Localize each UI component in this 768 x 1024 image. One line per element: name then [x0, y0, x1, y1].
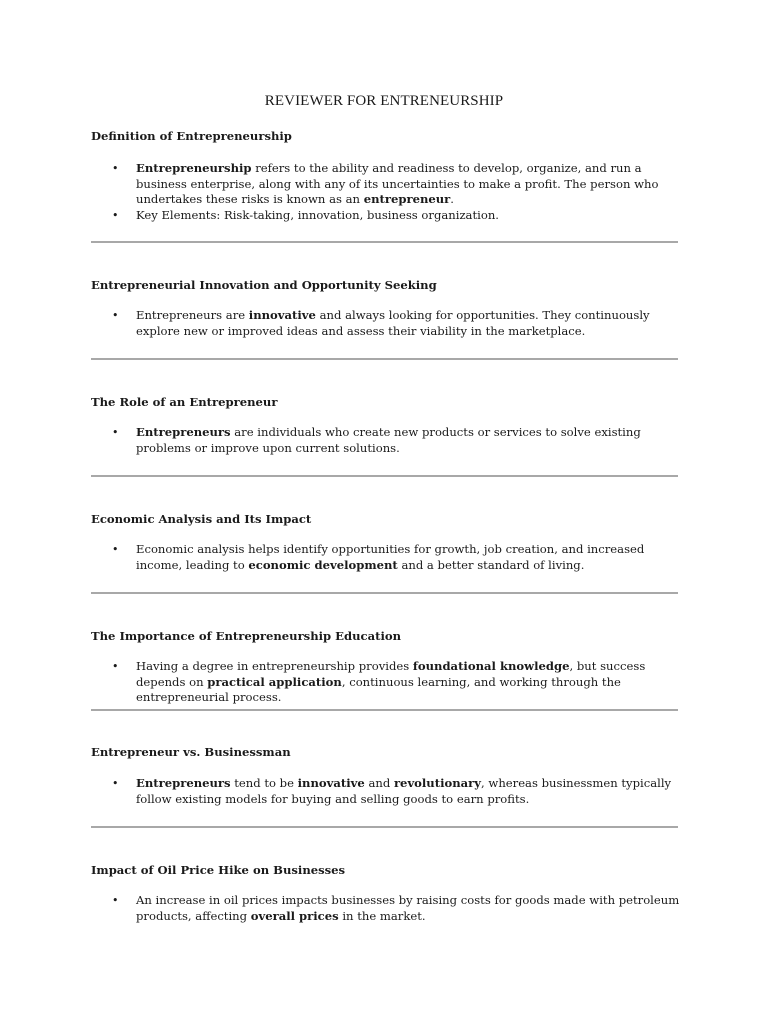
list-item-text — [136, 308, 681, 339]
section — [91, 278, 681, 339]
text-run: . — [450, 192, 454, 207]
section — [91, 129, 681, 223]
bold-text-run: overall prices — [250, 908, 339, 923]
text-run: and — [364, 776, 394, 790]
text-run: and always looking for opportunities. They continuously explore new or improved ideas and assess their viability in the marketplace. — [136, 308, 650, 338]
section-heading: Entrepreneurial Innovation and Opportunity Seeking — [91, 278, 437, 292]
list-item — [91, 659, 681, 706]
text-run: and a better standard of living. — [397, 557, 585, 572]
text-run: refers to the ability and readiness to develop, organize, and run a business enterprise, along with any of its uncertainties to make a profit. The person who undertakes these risks is known as an — [136, 161, 659, 207]
text-run: , but success depends on — [136, 659, 646, 689]
text-run: Economic analysis helps identify opportunities for growth, job creation, and increased income, leading to — [136, 542, 645, 572]
list-item — [91, 425, 681, 456]
bold-text-run: innovative — [297, 776, 365, 790]
bullet-icon: • — [112, 894, 119, 907]
list-item — [91, 542, 681, 573]
section-divider — [91, 592, 678, 594]
list-item — [91, 161, 681, 208]
bullet-list — [91, 659, 681, 706]
text-run: Key Elements: Risk-taking, innovation, business organization. — [136, 207, 499, 222]
bold-text-run: economic development — [248, 557, 398, 572]
list-item-text — [136, 425, 681, 456]
bullet-list — [91, 308, 681, 339]
text-run: , whereas businessmen typically follow existing models for buying and selling goods to earn profits. — [136, 776, 672, 806]
list-item — [91, 308, 681, 339]
list-item-text — [136, 659, 681, 706]
bold-text-run: revolutionary — [393, 776, 482, 790]
bullet-icon: • — [112, 162, 119, 175]
bullet-list — [91, 542, 681, 573]
text-run: are individuals who create new products or services to solve existing problems or improve upon current solutions. — [136, 425, 641, 455]
bullet-list — [91, 776, 681, 807]
bold-text-run: foundational knowledge — [412, 659, 570, 673]
section — [91, 512, 681, 573]
list-item-text — [136, 776, 681, 807]
bullet-list — [91, 161, 681, 223]
bullet-icon: • — [112, 426, 119, 439]
list-item-text — [136, 893, 681, 924]
bullet-list — [91, 893, 681, 924]
section-divider — [91, 826, 678, 828]
list-item-text — [136, 161, 681, 208]
bold-text-run: innovative — [248, 308, 316, 322]
section — [91, 745, 681, 807]
section — [91, 863, 681, 924]
section-divider — [91, 475, 678, 477]
section — [91, 629, 681, 706]
list-item-text — [136, 208, 681, 224]
text-run: , continuous learning, and working through the entrepreneurial process. — [136, 674, 621, 705]
section-heading: Economic Analysis and Its Impact — [91, 512, 312, 526]
bullet-icon: • — [112, 208, 119, 222]
bullet-icon: • — [112, 543, 119, 556]
bullet-list — [91, 425, 681, 456]
list-item — [91, 776, 681, 807]
text-run: Entrepreneurs are — [136, 308, 249, 322]
section-divider — [91, 358, 678, 360]
section-divider — [91, 709, 678, 711]
bullet-icon: • — [112, 309, 119, 322]
text-run: in the market. — [338, 908, 426, 923]
bold-text-run: Entrepreneurs — [136, 425, 231, 439]
section-heading: The Role of an Entrepreneur — [91, 395, 278, 409]
document-title: REVIEWER FOR ENTRENEURSHIP — [264, 93, 504, 109]
bold-text-run: Entrepreneurs — [136, 776, 231, 790]
section — [91, 395, 681, 456]
text-run: An increase in oil prices impacts businesses by raising costs for goods made with petroleum products, affecting — [136, 893, 680, 923]
section-heading: Impact of Oil Price Hike on Businesses — [91, 863, 346, 877]
bullet-icon: • — [112, 660, 119, 673]
section-divider — [91, 241, 678, 243]
list-item-text — [136, 542, 681, 573]
text-run: tend to be — [230, 776, 298, 790]
bullet-icon: • — [112, 777, 119, 790]
bold-text-run: practical application — [207, 674, 342, 689]
bold-text-run: entrepreneur — [363, 192, 451, 207]
list-item — [91, 208, 681, 224]
section-heading: The Importance of Entrepreneurship Education — [91, 629, 402, 643]
text-run: Having a degree in entrepreneurship provides — [136, 659, 413, 673]
list-item — [91, 893, 681, 924]
section-heading: Entrepreneur vs. Businessman — [91, 745, 291, 759]
bold-text-run: Entrepreneurship — [136, 161, 252, 175]
section-heading: Definition of Entrepreneurship — [91, 129, 292, 143]
